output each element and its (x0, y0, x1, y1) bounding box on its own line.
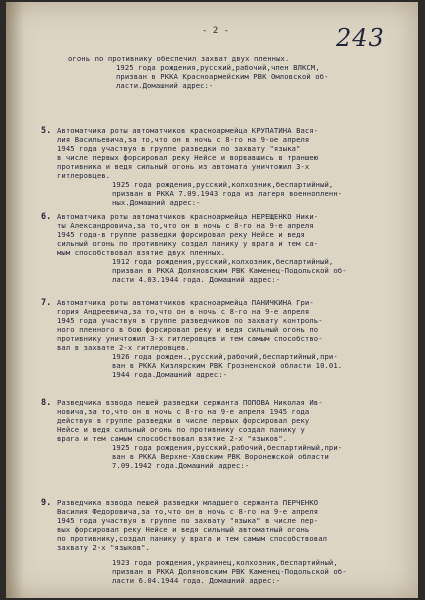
item-number: 9. (41, 498, 52, 508)
item-line: 1945 года участвуя в группе по захвату "языка" в числе пер- (57, 516, 319, 525)
item-line: призван в РККА Доляновским РВК Каменец-Подольской об- (112, 266, 347, 275)
item-line: в числе первых форсировал реку Нейсе и ворвавшись в траншею (57, 153, 319, 162)
item-line: Автоматчика роты автоматчиков красноармейца НЕРЕЩЕНКО Ники- (57, 212, 319, 221)
intro-line: призван в РККА Красноармейским РВК Омловской об- (116, 72, 329, 81)
item-number: 8. (41, 398, 52, 408)
document-page (6, 2, 418, 598)
item-line: Автоматчика роты автоматчиков красноармейца КРУПАТИНА Вася- (57, 126, 319, 135)
item-line: 1923 года рождения,украинец,колхозник,беспартийный, (112, 558, 338, 567)
item-number: 6. (41, 212, 52, 222)
item-line: Разведчика взвода пешей разведки сержанта ПОПОВА Николая Ив- (57, 398, 323, 407)
item-line: 1945 года-в группе разведки форсировал реку Нейсе и ведя (57, 230, 305, 239)
item-line: ты Александровича,за то,что он в ночь с 8-го на 9-е апреля (57, 221, 314, 230)
intro-line: 1925 года рождения,русский,рабочий,член ВЛКСМ, (116, 63, 320, 72)
item-line: 1944 года.Домашний адрес:- (112, 370, 228, 379)
item-line: гория Андреевича,за то,что он в ночь с 8-го на 9-е апреля (57, 307, 310, 316)
item-line: ван в РККА Верхне-Хавским РВК Воронежской области (112, 452, 329, 461)
item-line: мым способствовал взятие двух пленных. (57, 248, 226, 257)
item-line: призван в РККА Доляновским РВК Каменец-Подольской об- (112, 567, 347, 576)
item-line: Василия Федоровича,за то,что он в ночь с 8-го на 9-е апреля (57, 507, 319, 516)
item-line: 1926 года рожден.,русский,рабочий,беспартийный,при- (112, 352, 338, 361)
item-line: вых форсировал реку Нейсе и ведя сильный автоматный огонь (57, 525, 310, 534)
item-number: 7. (41, 298, 52, 308)
archive-number: 243 (336, 24, 385, 52)
page-header: - 2 - (202, 26, 230, 36)
item-line: Разведчика взвода пешей разведки младшего сержанта ПЕРЧЕНКО (57, 498, 319, 507)
intro-line: ласти.Домашний адрес:- (116, 81, 214, 90)
item-line: вал в захвате 2-х гитлеровцев. (57, 343, 190, 352)
item-line: захвату 2-х "языков". (57, 543, 150, 552)
item-line: врага и тем самым способствовал взятие 2-х "языков". (57, 434, 288, 443)
item-line: действуя в группе разведки в числе первых форсировал реку (57, 416, 310, 425)
item-line: 1945 года участвуя в группе разведки по захвату "языка" (57, 144, 301, 153)
item-line: ван в РККА Кизлярским РВК Грозненской области 10.01. (112, 361, 343, 370)
item-line: ласти 4.03.1944 года. Домашний адрес:- (112, 275, 281, 284)
item-line: 1925 года рождения,русский,рабочий,беспартийный,при- (112, 443, 343, 452)
item-number: 5. (41, 126, 52, 136)
item-line: гитлеровцев. (57, 171, 111, 180)
item-line: Автоматчика роты автоматчиков красноармейца ПАНИЧКИНА Гри- (57, 298, 314, 307)
item-line: призван в РККА 7.09.1943 года из лагеря военнопленн- (112, 189, 343, 198)
item-line: противника и ведя сильный огонь из автомата уничтожил 3-х (57, 162, 310, 171)
item-line: ласти 6.04.1944 года. Домашний адрес:- (112, 576, 281, 585)
item-line: лия Васильевича,за то,что он в ночь с 8-го на 9-ое апреля (57, 135, 310, 144)
item-line: Нейсе и ведя сильный огонь по противнику создал панику у (57, 425, 305, 434)
item-line: противнику уничтожил 3-х гитлеровцев и тем самым способство- (57, 334, 323, 343)
item-line: новича,за то,что он в ночь с 8-го на 9-е апреля 1945 года (57, 407, 310, 416)
item-line: 1945 года участвуя в группе разведчиков по захвату контроль- (57, 316, 323, 325)
item-line: 1925 года рождения,русский,колхозник,беспартийный, (112, 180, 334, 189)
item-line: 1912 года рождения,русский,колхозник,беспартийный, (112, 257, 334, 266)
item-line: ных.Домашний адрес:- (112, 198, 201, 207)
item-line: ного пленного в бою форсировал реку и ведя сильный огонь по (57, 325, 319, 334)
item-line: 7.09.1942 года.Домашний адрес:- (112, 461, 250, 470)
item-line: сильный огонь по противнику создал панику у врага и тем са- (57, 239, 319, 248)
intro-line: огонь по противнику обеспечил захват двух пленных. (68, 54, 290, 63)
item-line: по противнику,создал панику у врага и тем самым способствовал (57, 534, 328, 543)
